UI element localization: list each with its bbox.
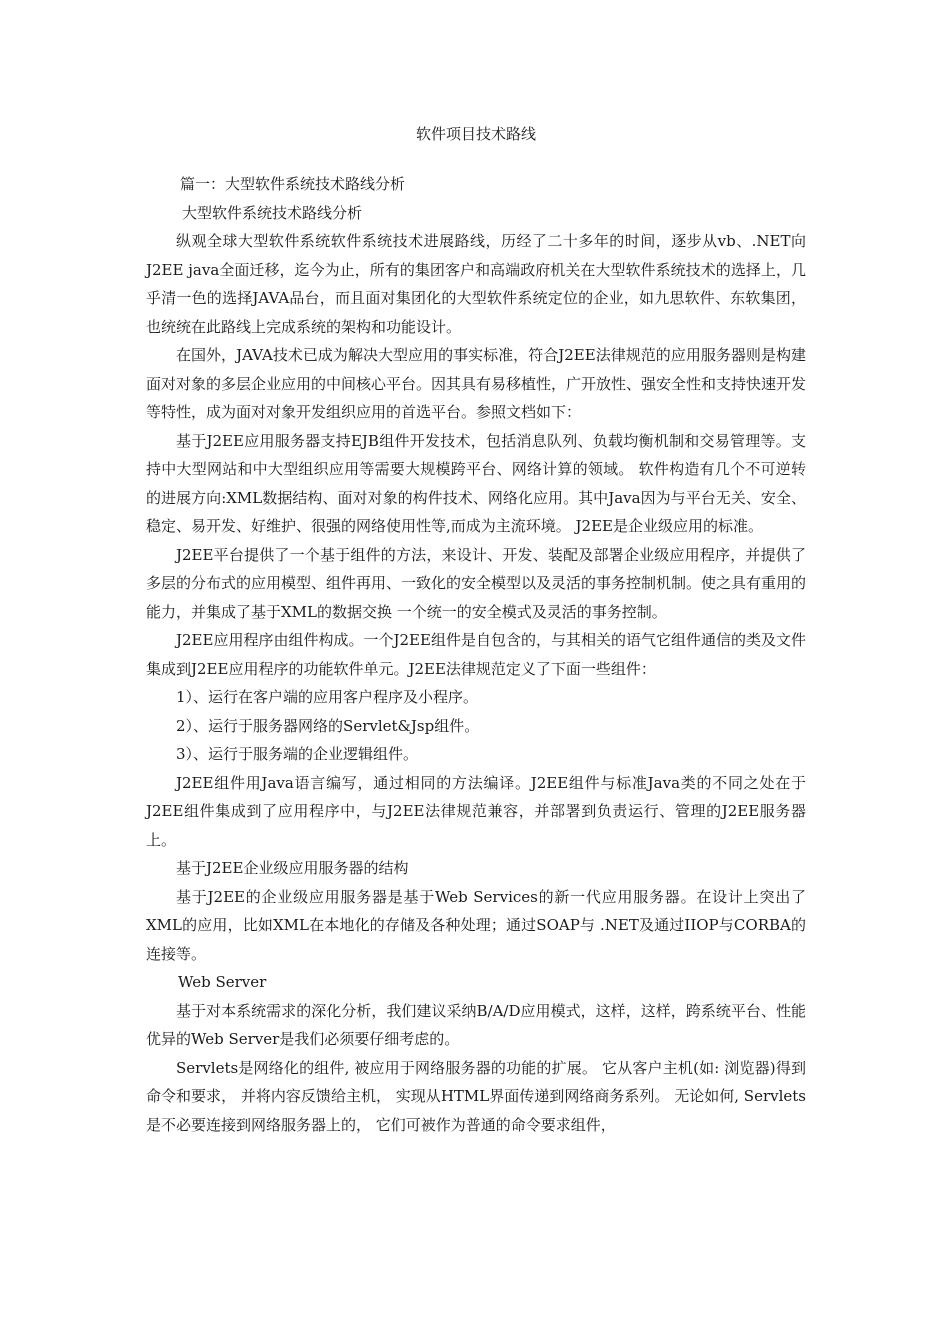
paragraph-web-server: 基于对本系统需求的深化分析，我们建议采纳B/A/D应用模式，这样，这样，跨系统平台、性能优异的Web Server是我们必须要仔细考虑的。 xyxy=(146,1001,806,1048)
list-item-servlet-jsp: 2）、运行于服务器网络的Servlet&Jsp组件。 xyxy=(176,716,480,735)
heading-chapter-one: 篇一：大型软件系统技术路线分析 xyxy=(180,175,406,193)
paragraph-overview: 纵观全球大型软件系统软件系统技术进展路线，历经了二十多年的时间，逐步从vb、.NET向J2EE java全面迁移，迄今为止，所有的集团客户和高端政府机关在大型软件系统技术的选择上，几乎清一色的选择JAVA品台，而且面对集团化的大型软件系统定位的企业，如九思软件、东软集团，也统统在此路线上完成系统的架构和功能设计。 xyxy=(146,232,806,336)
heading-analysis: 大型软件系统技术路线分析 xyxy=(182,203,363,222)
list-item-business-logic: 3）、运行于服务端的企业逻辑组件。 xyxy=(176,745,419,763)
paragraph-web-services: 基于J2EE的企业级应用服务器是基于Web Services的新一代应用服务器。在设计上突出了XML的应用，比如XML在本地化的存储及各种处理；通过SOAP与 .NET及通过IIOP与CORBA的连接等。 xyxy=(146,887,806,963)
paragraph-j2ee-components: J2EE应用程序由组件构成。一个J2EE组件是自包含的，与其相关的语气它组件通信的类及文件集成到J2EE应用程序的功能软件单元。J2EE法律规范定义了下面一些组件： xyxy=(146,631,806,678)
paragraph-servlets: Servlets是网络化的组件, 被应用于网络服务器的功能的扩展。 它从客户主机(如: 浏览器)得到命令和要求， 并将内容反馈给主机， 实现从HTML界面传递到网络商务系列。 无论如何, Servlets是不必要连接到网络服务器上的， 它们可被作为普通的命令要求组件， xyxy=(146,1058,806,1134)
list-item-client: 1）、运行在客户端的应用客户程序及小程序。 xyxy=(176,688,479,706)
heading-web-server: Web Server xyxy=(178,973,267,991)
document-page xyxy=(146,120,806,1139)
paragraph-j2ee-platform: J2EE平台提供了一个基于组件的方法，来设计、开发、装配及部署企业级应用程序，并提供了多层的分布式的应用模型、组件再用、一致化的安全模型以及灵活的事务控制机制。使之具有重用的能力，并集成了基于XML的数据交换 一个统一的安全模式及灵活的事务控制。 xyxy=(146,545,807,621)
document-title: 软件项目技术路线 xyxy=(415,125,536,143)
section-heading-server-structure: 基于J2EE企业级应用服务器的结构 xyxy=(176,859,409,877)
paragraph-abroad: 在国外，JAVA技术已成为解决大型应用的事实标准，符合J2EE法律规范的应用服务器则是构建面对对象的多层企业应用的中间核心平台。因其具有易移植性，广开放性、强安全性和支持快速开发等特性，成为面对对象开发组织应用的首选平台。参照文档如下： xyxy=(146,346,807,421)
paragraph-j2ee-ejb: 基于J2EE应用服务器支持EJB组件开发技术，包括消息队列、负载均衡机制和交易管理等。支持中大型网站和中大型组织应用等需要大规模跨平台、网络计算的领域。 软件构造有几个不可逆转的进展方向:XML数据结构、面对对象的构件技术、网络化应用。其中Java因为与平台无关、安全、稳定、易开发、好维护、很强的网络使用性等,而成为主流环境。 J2EE是企业级应用的标准。 xyxy=(146,431,806,535)
paragraph-components-java: J2EE组件用Java语言编写，通过相同的方法编译。J2EE组件与标准Java类的不同之处在于J2EE组件集成到了应用程序中，与J2EE法律规范兼容，并部署到负责运行、管理的J2EE服务器上。 xyxy=(146,773,806,849)
